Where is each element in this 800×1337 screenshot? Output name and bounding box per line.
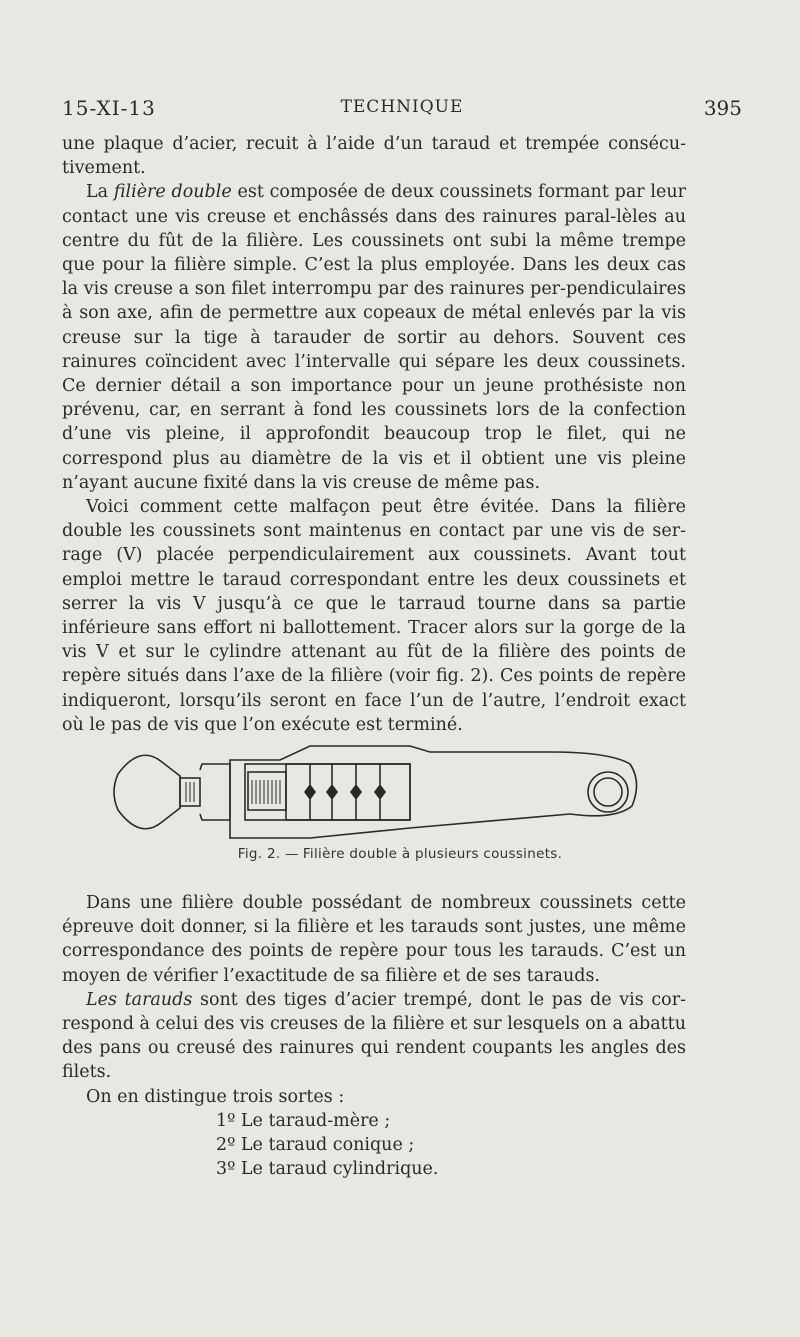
list-item: 3º Le taraud cylindrique.: [216, 1159, 439, 1180]
die-stock-illustration: [110, 742, 650, 842]
paragraph: [62, 988, 686, 1085]
page-number: 395: [703, 96, 742, 120]
caption-text: Filière double à plusieurs coussinets.: [302, 846, 563, 862]
body-text-bottom: [62, 891, 686, 1181]
section-title: TECHNIQUE: [340, 97, 464, 117]
paragraph: Voici comment cette malfaçon peut être évitée. Dans la filière double les coussinets sont maintenus en contact par une vis de ser-rage (V) placée perpendiculairement aux coussinets. Avant tout emploi mettre le taraud correspondant entre les deux coussinets et serrer la vis V jusqu’à ce que le tarraud tourne dans sa partie inférieure sans effort ni ballottement. Tracer alors sur la gorge de la vis V et sur le cylindre attenant au fût de la filière des points de repère situés dans l’axe de la filière (voir fig. 2). Ces points de repère indiqueront, lorsqu’ils seront en face l’un de l’autre, l’endroit exact où le pas de vis que l’on exécute est terminé.: [62, 497, 686, 735]
issue-date: 15-XI-13: [62, 96, 156, 120]
paragraph: une plaque d’acier, recuit à l’aide d’un taraud et trempée consécu-tivement.: [62, 134, 686, 179]
paragraph-rest: est composée de deux coussinets formant par leur contact une vis creuse et enchâssés dans des rainures paral-lèles au centre du fût de la filière. Les coussinets ont subi la même trempe que pour la filière simple. C’est la plus employée. Dans les deux cas la vis creuse a son filet interrompu par des rainures per-pendiculaires à son axe, afin de permettre aux copeaux de métal enlevés par la vis creuse sur la tige à tarauder de sortir au dehors. Souvent ces rainures coïncident avec l’intervalle qui sépare les deux coussinets. Ce dernier détail a son importance pour un jeune prothésiste non prévenu, car, en serrant à fond les coussinets lors de la confection d’une vis pleine, il approfondit beaucoup trop le filet, qui ne correspond plus au diamètre de la vis et il obtient une vis pleine n’ayant aucune fixité dans la vis creuse de même pas.: [62, 182, 686, 493]
paragraph-lead: La: [86, 182, 114, 203]
paragraph: Dans une filière double possédant de nombreux coussinets cette épreuve doit donner, si la filière et les tarauds sont justes, une même correspondance des points de repère pour tous les tarauds. C’est un moyen de vérifier l’exactitude de sa filière et de ses tarauds.: [62, 893, 686, 986]
body-text-top: [62, 132, 686, 737]
paragraph-rest: sont des tiges d’acier trempé, dont le pas de vis cor-respond à celui des vis creuses de la filière et sur lesquels on a abattu des pans ou creusé des rainures qui rendent coupants les angles des filets.: [62, 989, 686, 1083]
italic-term: Les tarauds: [86, 989, 193, 1010]
paragraph: On en distingue trois sortes :: [86, 1086, 345, 1107]
figure-number: Fig. 2. —: [237, 846, 299, 862]
italic-term: filière double: [113, 182, 232, 203]
running-header: [62, 96, 742, 122]
list-item: 2º Le taraud conique ;: [216, 1135, 415, 1156]
paragraph: [62, 180, 686, 495]
figure-caption: [0, 846, 800, 862]
list-item: 1º Le taraud-mère ;: [216, 1110, 391, 1131]
